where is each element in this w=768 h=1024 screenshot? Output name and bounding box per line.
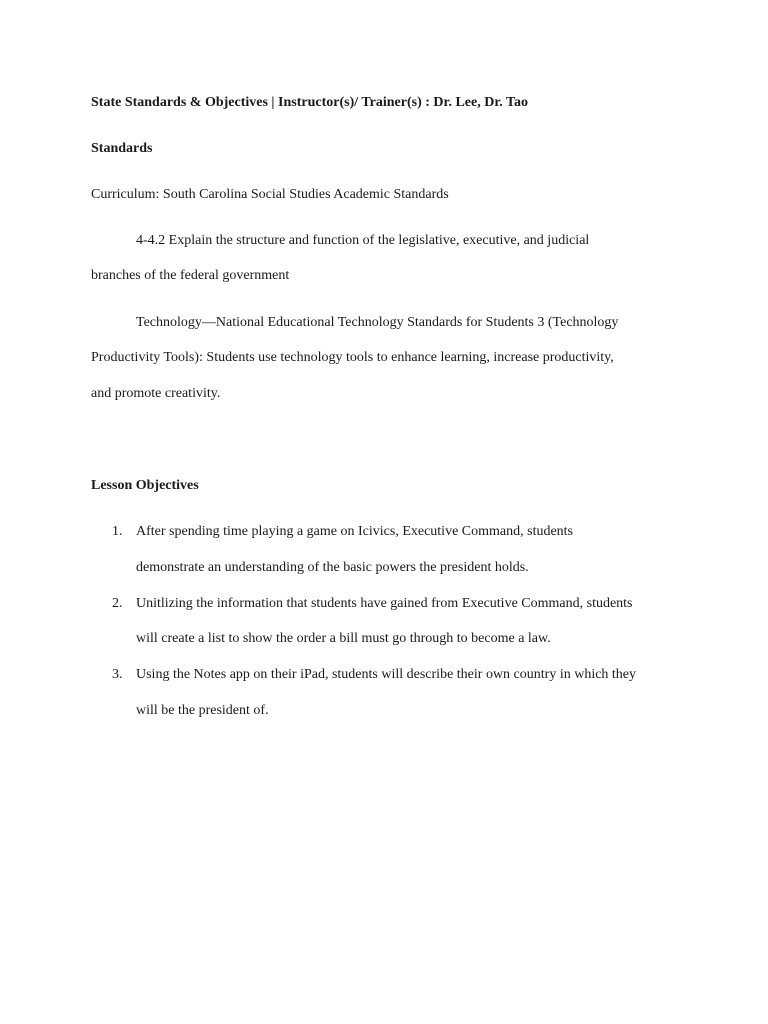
objective-2-number: 2.: [112, 596, 123, 611]
objective-3-number: 3.: [112, 667, 123, 682]
objective-1-number: 1.: [112, 524, 123, 539]
technology-standard-line-2: Productivity Tools): Students use technology tools to enhance learning, increase productivity,: [91, 350, 614, 365]
objective-3-line-1: Using the Notes app on their iPad, students will describe their own country in which they: [136, 667, 637, 682]
technology-standard-line-3: and promote creativity.: [91, 386, 221, 401]
objective-1-line-2: demonstrate an understanding of the basic powers the president holds.: [136, 560, 529, 575]
objective-2-line-1: Unitlizing the information that students have gained from Executive Command, students: [136, 596, 633, 611]
objective-3-line-2: will be the president of.: [136, 703, 269, 718]
objective-1-line-1: After spending time playing a game on Icivics, Executive Command, students: [136, 524, 574, 539]
document-title: State Standards & Objectives | Instructor(s)/ Trainer(s) : Dr. Lee, Dr. Tao: [91, 95, 529, 110]
standard-4-4-2-line-2: branches of the federal government: [91, 268, 290, 283]
lesson-objectives-heading: Lesson Objectives: [91, 478, 199, 493]
technology-standard-line-1: Technology—National Educational Technology Standards for Students 3 (Technology: [136, 315, 619, 330]
standard-4-4-2-line-1: 4-4.2 Explain the structure and function of the legislative, executive, and judicial: [136, 233, 590, 248]
curriculum-line: Curriculum: South Carolina Social Studies Academic Standards: [91, 187, 449, 202]
objective-2-line-2: will create a list to show the order a bill must go through to become a law.: [136, 631, 551, 646]
standards-heading: Standards: [91, 141, 153, 156]
